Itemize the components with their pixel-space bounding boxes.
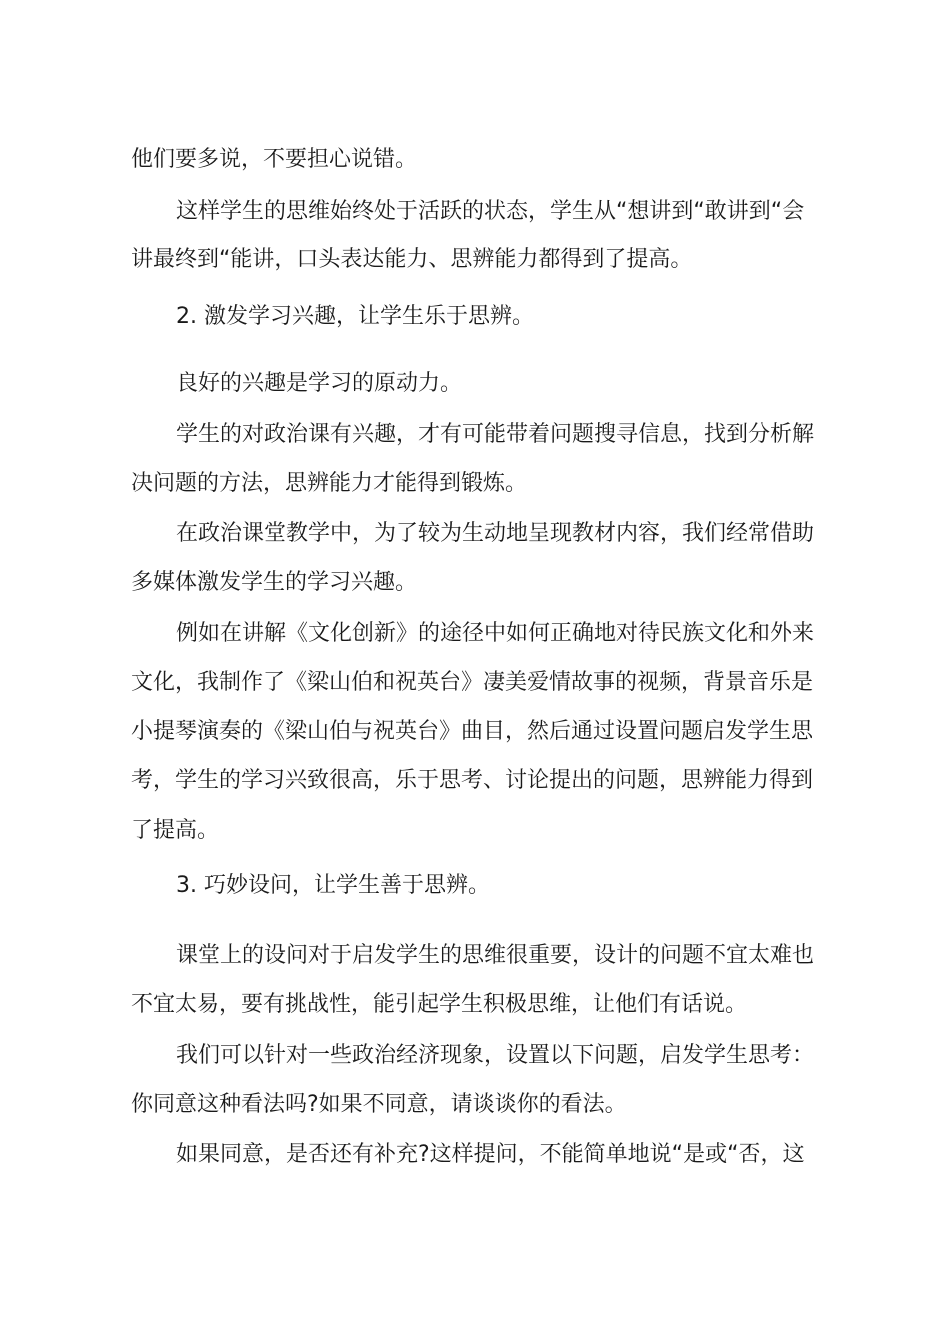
paragraph-line: 我们可以针对一些政治经济现象，设置以下问题，启发学生思考： bbox=[176, 1043, 815, 1068]
paragraph-line: 例如在讲解《文化创新》的途径中如何正确地对待民族文化和外来 bbox=[176, 621, 815, 646]
paragraph-line: 了提高。 bbox=[131, 818, 220, 843]
paragraph-line: 学生的对政治课有兴趣，才有可能带着问题搜寻信息，找到分析解 bbox=[176, 422, 815, 447]
paragraph-line: 讲最终到“能讲，口头表达能力、思辨能力都得到了提高。 bbox=[131, 247, 693, 272]
paragraph-line: 小提琴演奏的《梁山伯与祝英台》曲目，然后通过设置问题启发学生思 bbox=[131, 719, 814, 744]
paragraph-line: 课堂上的设问对于启发学生的思维很重要，设计的问题不宜太难也 bbox=[176, 943, 815, 968]
section-heading: 2. 激发学习兴趣，让学生乐于思辨。 bbox=[176, 304, 534, 329]
section-heading: 3. 巧妙设问，让学生善于思辨。 bbox=[176, 873, 490, 898]
paragraph-line: 决问题的方法，思辨能力才能得到锻炼。 bbox=[131, 471, 528, 496]
paragraph-line: 多媒体激发学生的学习兴趣。 bbox=[131, 570, 418, 595]
paragraph-line: 文化，我制作了《梁山伯和祝英台》凄美爱情故事的视频，背景音乐是 bbox=[131, 670, 814, 695]
paragraph-line: 良好的兴趣是学习的原动力。 bbox=[176, 371, 463, 396]
paragraph-line: 他们要多说，不要担心说错。 bbox=[131, 147, 418, 172]
paragraph-line: 你同意这种看法吗?如果不同意，请谈谈你的看法。 bbox=[131, 1092, 627, 1117]
paragraph-line: 不宜太易，要有挑战性，能引起学生积极思维，让他们有话说。 bbox=[131, 992, 748, 1017]
paragraph-line: 在政治课堂教学中，为了较为生动地呈现教材内容，我们经常借助 bbox=[176, 521, 815, 546]
paragraph-line: 这样学生的思维始终处于活跃的状态，学生从“想讲到“敢讲到“会 bbox=[176, 199, 805, 224]
paragraph-line: 考，学生的学习兴致很高，乐于思考、讨论提出的问题，思辨能力得到 bbox=[131, 768, 814, 793]
paragraph-line: 如果同意，是否还有补充?这样提问，不能简单地说“是或“否，这 bbox=[176, 1142, 805, 1167]
